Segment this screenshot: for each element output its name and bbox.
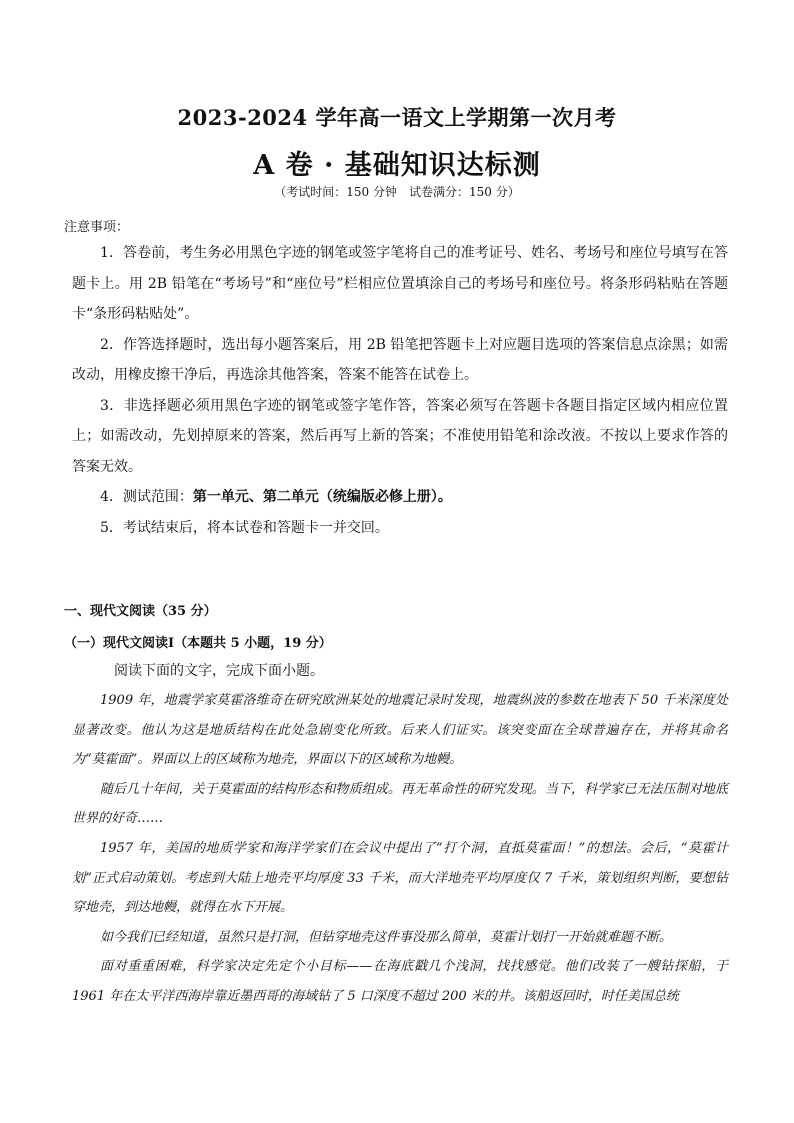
exam-subtitle-paper: A 卷 · 基础知识达标测: [253, 150, 541, 181]
reading-instruction: 阅读下面的文字，完成下面小题。: [114, 663, 324, 679]
notes-heading: 注意事项：: [64, 220, 130, 235]
passage-paragraph: 如今我们已经知道，虽然只是打洞，但钻穿地壳这件事没那么简单，莫霍计划打一开始就难题不断。: [100, 929, 673, 945]
exam-title: 2023-2024 学年高一语文上学期第一次月考: [177, 105, 617, 130]
note-item-4: [72, 482, 728, 513]
passage-paragraph: 1957 年，美国的地质学家和海洋学家们在会议中提出了“打个洞，直抵莫霍面！”的想法。会后，“莫霍计划”正式启动策划。考虑到大陆上地壳平均厚度 33 千米，而大洋地壳平均厚度仅 7 千米，策划组织判断，要想钻穿地壳，到达地幔，就得在水下开展。: [72, 840, 728, 916]
exam-time-info: （考试时间：150 分钟 试卷满分：150 分）: [274, 185, 520, 199]
reading-passage: [72, 686, 728, 1012]
section-heading: 一、现代文阅读（35 分）: [64, 604, 217, 619]
passage-paragraph: 随后几十年间，关于莫霍面的结构形态和物质组成。再无革命性的研究发现。当下，科学家已无法压制对地底世界的好奇……: [72, 781, 728, 827]
note-item-4-prefix: 4．测试范围：: [100, 489, 193, 505]
note-item-3: 3．非选择题必须用黑色字迹的钢笔或签字笔作答，答案必须写在答题卡各题目指定区域内相应位置上；如需改动，先划掉原来的答案，然后再写上新的答案；不准使用铅笔和涂改液。不按以上要求作答的答案无效。: [72, 397, 728, 475]
passage-paragraph: 1909 年，地震学家莫霍洛维奇在研究欧洲某处的地震记录时发现，地震纵波的参数在地表下 50 千米深度处显著改变。他认为这是地质结构在此处急剧变化所致。后来人们证实。该突变面在全球普遍存在，并将其命名为“莫霍面”。界面以上的区域称为地壳，界面以下的区域称为地幔。: [72, 693, 728, 768]
note-item-5: 5．考试结束后，将本试卷和答题卡一并交回。: [100, 519, 389, 536]
note-item-4-scope: 第一单元、第二单元（统编版必修上册）。: [192, 489, 452, 505]
notes-list: [72, 238, 728, 543]
note-item-1: 1．答卷前，考生务必用黑色字迹的钢笔或签字笔将自己的准考证号、姓名、考场号和座位号填写在答题卡上。用 2B 铅笔在“考场号”和“座位号”栏相应位置填涂自己的考场号和座位号。将条形码粘贴在答题卡“条形码粘贴处”。: [72, 245, 728, 322]
subsection-heading: （一）现代文阅读Ⅰ（本题共 5 小题，19 分）: [64, 636, 332, 651]
passage-paragraph: 面对重重困难，科学家决定先定个小目标——在海底戳几个浅洞，找找感觉。他们改装了一艘钻探船，于 1961 年在太平洋西海岸靠近墨西哥的海域钻了 5 口深度不超过 200 米的井。该船返回时，时任美国总统: [72, 959, 728, 1004]
note-item-2: 2．作答选择题时，选出每小题答案后，用 2B 铅笔把答题卡上对应题目选项的答案信息点涂黑；如需改动，用橡皮擦干净后，再选涂其他答案，答案不能答在试卷上。: [72, 336, 728, 383]
